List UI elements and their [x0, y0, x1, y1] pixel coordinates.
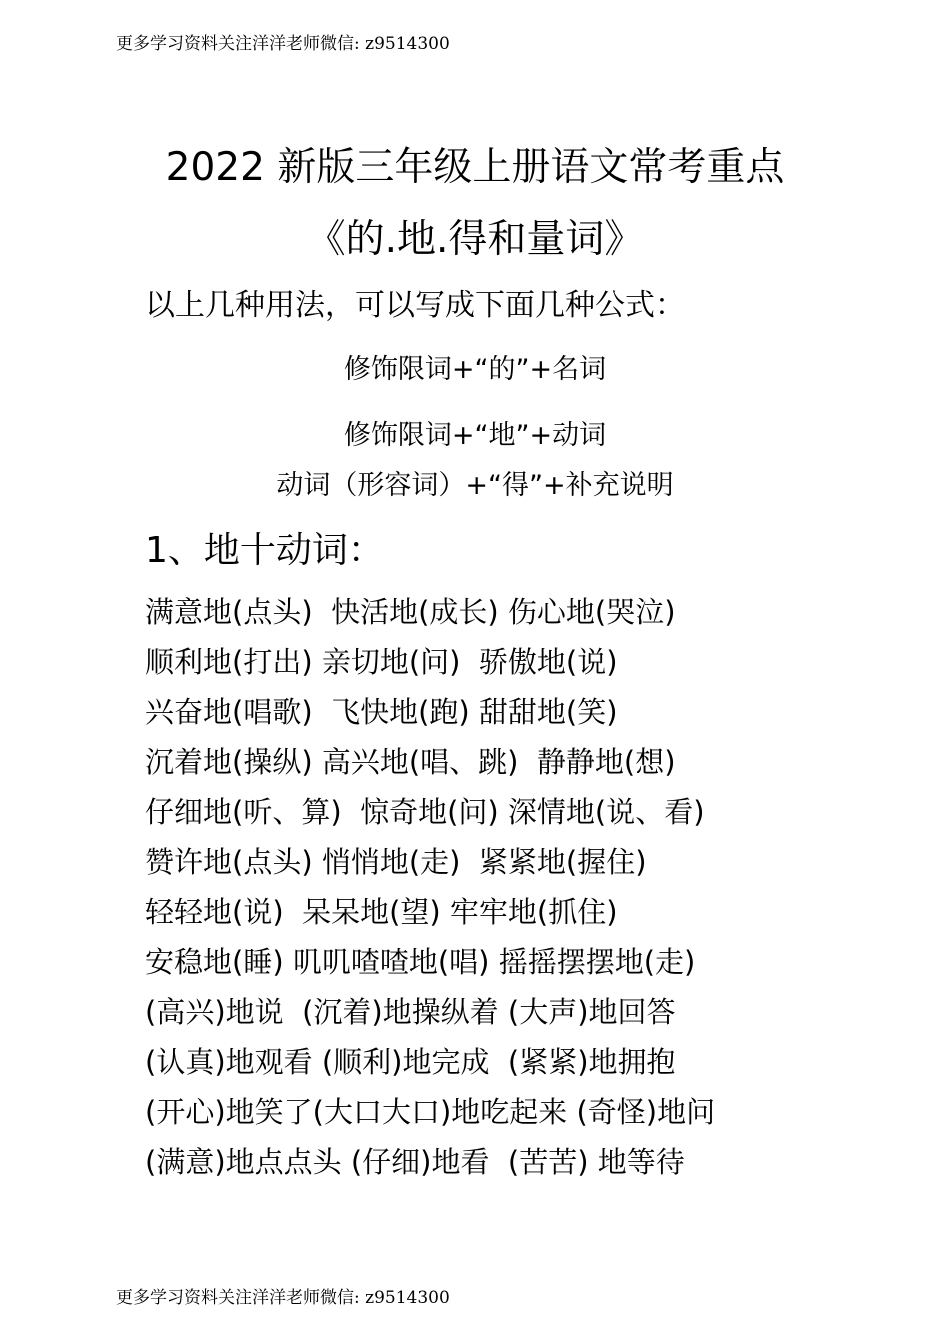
example-line: 赞许地(点头) 悄悄地(走) 紧紧地(握住) [145, 845, 647, 879]
footer-note: 更多学习资料关注洋洋老师微信: z9514300 [116, 1288, 450, 1308]
example-line: (认真)地观看 (顺利)地完成 (紧紧)地拥抱 [145, 1045, 676, 1079]
example-list [145, 590, 935, 1190]
example-line: (满意)地点点头 (仔细)地看 (苦苦) 地等待 [145, 1145, 685, 1179]
example-line: 安稳地(睡) 叽叽喳喳地(唱) 摇摇摆摆地(走) [145, 945, 696, 979]
example-line: 兴奋地(唱歌) 飞快地(跑) 甜甜地(笑) [145, 695, 618, 729]
document-subtitle: 《的.地.得和量词》 [306, 217, 644, 262]
formula-di: 修饰限词+“地”+动词 [343, 420, 607, 451]
example-line: 顺利地(打出) 亲切地(问) 骄傲地(说) [145, 645, 618, 679]
example-line: 满意地(点头) 快活地(成长) 伤心地(哭泣) [145, 595, 676, 629]
example-line: 轻轻地(说) 呆呆地(望) 牢牢地(抓住) [145, 895, 618, 929]
example-line: 仔细地(听、算) 惊奇地(问) 深情地(说、看) [145, 795, 705, 829]
example-line: 沉着地(操纵) 高兴地(唱、跳) 静静地(想) [145, 745, 676, 779]
header-note: 更多学习资料关注洋洋老师微信: z9514300 [116, 34, 450, 54]
section-heading: 1、地十动词： [145, 530, 384, 571]
document-title: 2022 新版三年级上册语文常考重点 [165, 145, 785, 190]
intro-text: 以上几种用法，可以写成下面几种公式： [145, 288, 685, 323]
example-line: (开心)地笑了(大口大口)地吃起来 (奇怪)地问 [145, 1095, 716, 1129]
formula-dei: 动词（形容词）+“得”+补充说明 [276, 470, 674, 501]
formula-de: 修饰限词+“的”+名词 [343, 354, 607, 385]
example-line: (高兴)地说 (沉着)地操纵着 (大声)地回答 [145, 995, 676, 1029]
